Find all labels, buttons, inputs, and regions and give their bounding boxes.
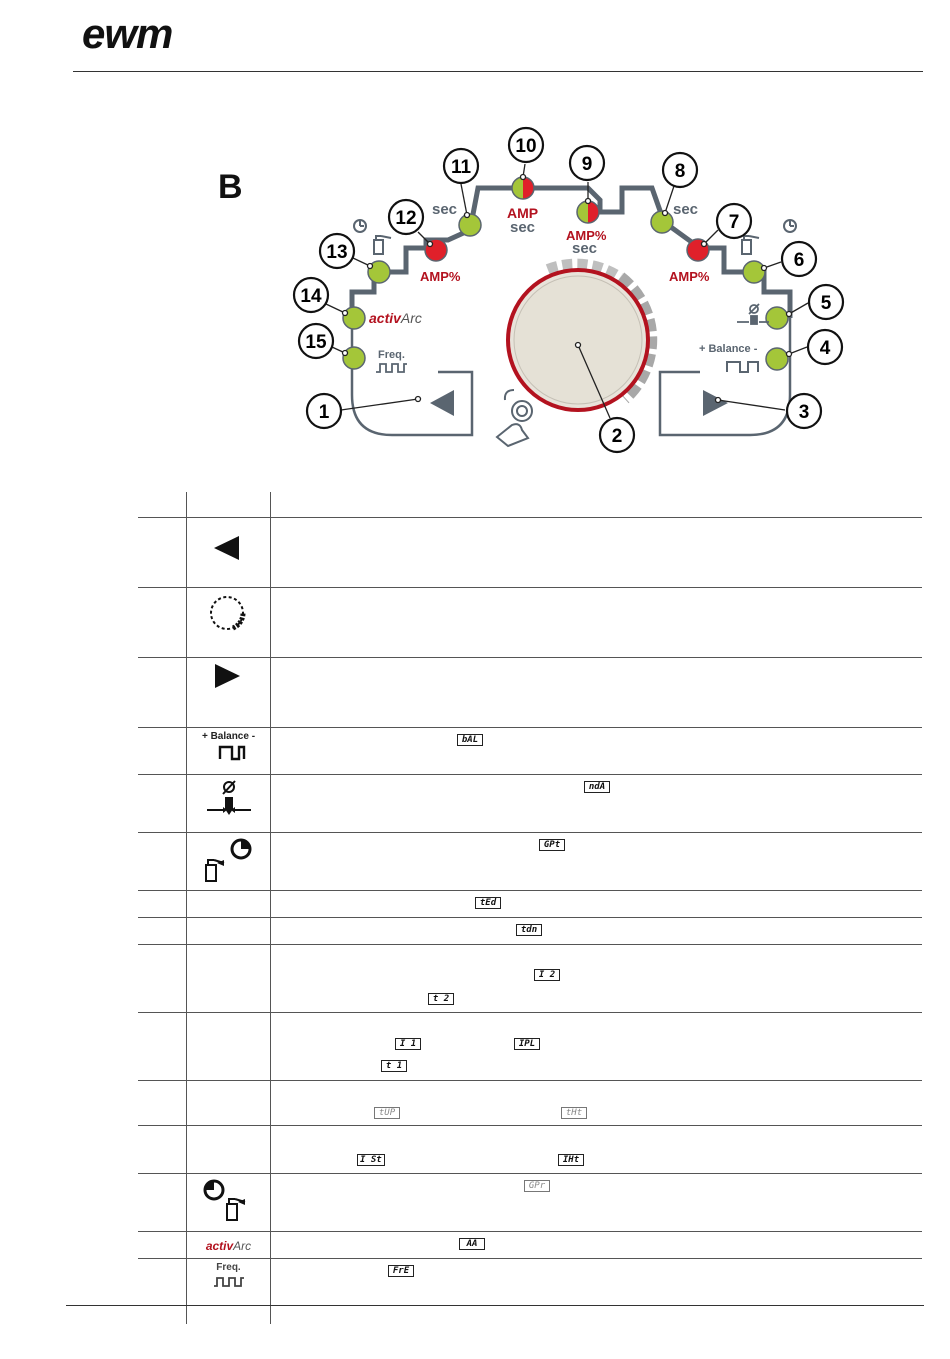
diameter-icon [187, 775, 270, 829]
table-row [138, 890, 922, 917]
section-letter: B [218, 168, 243, 206]
code-aa: AA [459, 1238, 485, 1250]
label-amp: AMP [507, 205, 539, 221]
callout-7 [717, 204, 751, 238]
svg-text:6: 6 [793, 250, 805, 271]
left-arrow-icon [187, 518, 270, 584]
freq-icon [187, 1273, 270, 1289]
code-ted: tEd [475, 897, 501, 909]
svg-text:5: 5 [820, 293, 832, 314]
svg-text:9: 9 [581, 154, 593, 175]
label-amp-pct-top: AMP% [566, 228, 607, 243]
svg-text:10: 10 [515, 136, 537, 157]
table-row [138, 657, 922, 727]
activarc-icon: activArc [205, 1238, 252, 1253]
right-arrow-icon [187, 658, 270, 724]
code-t2: t 2 [428, 993, 454, 1005]
label-amp-pct-right: AMP% [669, 269, 710, 284]
led-11 [459, 214, 481, 236]
balance-icon [187, 742, 270, 762]
code-tdn: tdn [516, 924, 542, 936]
control-knob[interactable] [508, 265, 650, 410]
callout-12 [389, 200, 423, 234]
led-8 [651, 211, 673, 233]
callout-8 [663, 153, 697, 187]
code-tup: tUP [374, 1107, 400, 1119]
svg-text:1: 1 [318, 402, 330, 423]
code-ipl: IPL [514, 1038, 540, 1050]
label-sec-right: sec [673, 201, 699, 218]
callout-14 [294, 278, 328, 312]
code-tht: tHt [561, 1107, 587, 1119]
code-t1: t 1 [381, 1060, 407, 1072]
control-knob-icon [187, 588, 270, 654]
callout-6 [782, 242, 816, 276]
table-row [138, 1080, 922, 1125]
table-row [138, 587, 922, 657]
svg-text:14: 14 [300, 286, 322, 307]
table-row [138, 774, 922, 832]
svg-text:11: 11 [450, 157, 472, 178]
code-iht: IHt [558, 1154, 584, 1166]
touch-gesture-icon [497, 390, 532, 446]
diameter-panel-icon [737, 304, 769, 324]
table-row [138, 1125, 922, 1173]
label-amp-sec: sec [510, 219, 536, 236]
label-amp-pct-sec: sec [572, 240, 598, 257]
label-freq: Freq. [378, 349, 405, 361]
callout-10 [509, 128, 543, 162]
table-row [138, 1173, 922, 1231]
table-row [138, 1012, 922, 1080]
led-5 [766, 307, 788, 329]
table-row [138, 917, 922, 944]
description-table [138, 492, 922, 1324]
callout-9 [570, 146, 604, 180]
footer-rule [66, 1305, 924, 1306]
table-row [138, 1231, 922, 1258]
led-9 [577, 201, 599, 223]
code-i1: I 1 [395, 1038, 421, 1050]
gas-postflow-icon [187, 833, 270, 887]
table-row [138, 832, 922, 890]
gas-preflow-panel-icon [354, 220, 391, 254]
label-sec-left: sec [432, 201, 458, 218]
svg-text:8: 8 [674, 161, 686, 182]
table-row [138, 517, 922, 587]
table-row [138, 1258, 922, 1324]
balance-pulse-icon [727, 362, 758, 372]
svg-text:4: 4 [819, 338, 831, 359]
left-button-outline [352, 318, 472, 435]
code-gpt: GPt [539, 839, 565, 851]
code-bal: bAL [457, 734, 483, 746]
svg-text:12: 12 [395, 208, 417, 229]
code-fre: FrE [388, 1265, 414, 1277]
svg-text:15: 15 [305, 332, 327, 353]
table-header-row [138, 492, 922, 517]
callout-11 [444, 149, 478, 183]
svg-text:2: 2 [611, 426, 623, 447]
callout-1 [307, 394, 341, 428]
svg-text:7: 7 [728, 212, 740, 233]
balance-label: + Balance - [201, 730, 256, 742]
ewm-logo: ewm [82, 10, 173, 57]
svg-text:3: 3 [798, 402, 810, 423]
label-balance: + Balance - [699, 343, 758, 355]
callout-2 [600, 418, 634, 452]
freq-label: Freq. [216, 1261, 241, 1273]
led-4 [766, 348, 788, 370]
code-ist: I St [357, 1154, 385, 1166]
callout-15 [299, 324, 333, 358]
code-nda: ndA [584, 781, 610, 793]
callout-5 [809, 285, 843, 319]
led-6 [743, 261, 765, 283]
gas-preflow-icon [187, 1174, 270, 1228]
left-arrow-icon[interactable] [430, 390, 454, 416]
code-gpr: GPr [524, 1180, 550, 1192]
callout-13 [320, 234, 354, 268]
svg-text:13: 13 [326, 242, 348, 263]
control-panel-diagram [0, 0, 950, 470]
led-10 [512, 177, 534, 199]
right-button-outline [660, 318, 790, 435]
callout-4 [808, 330, 842, 364]
table-row [138, 727, 922, 774]
code-i2: I 2 [534, 969, 560, 981]
label-amp-pct-left: AMP% [420, 269, 461, 284]
table-row [138, 944, 922, 1012]
callout-3 [787, 394, 821, 428]
label-activarc: activArc [369, 310, 422, 326]
freq-pulse-icon [376, 364, 407, 372]
right-arrow-icon[interactable] [703, 390, 728, 416]
